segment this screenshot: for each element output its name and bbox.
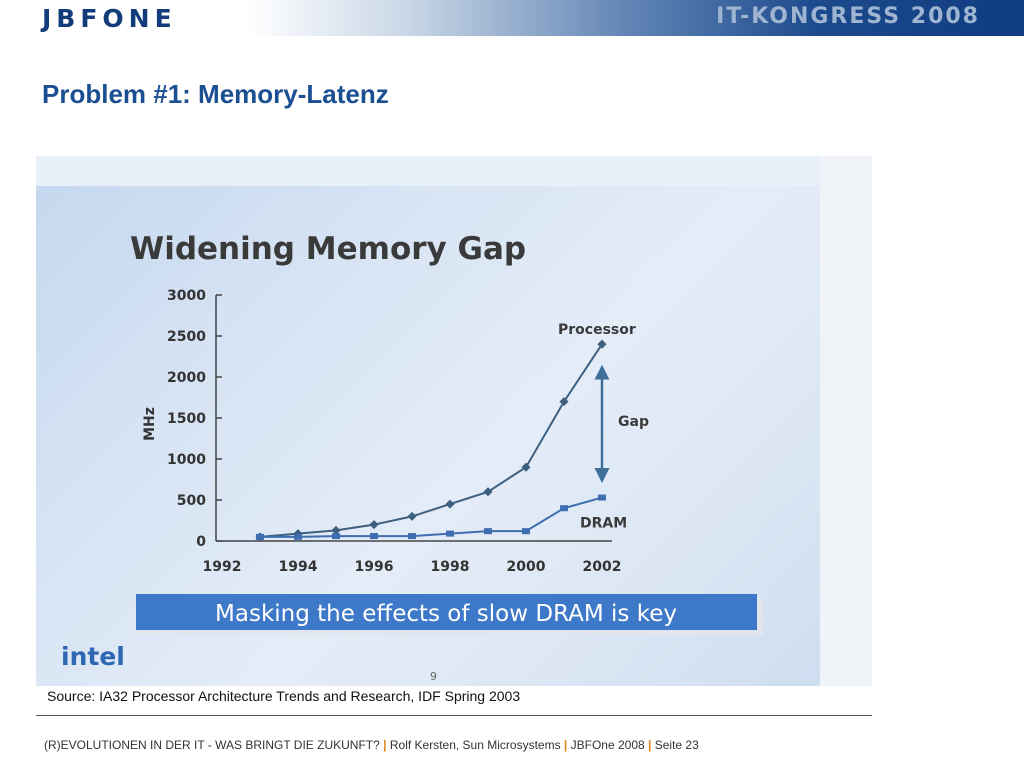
data-point-dram [294,534,302,540]
source-citation: Source: IA32 Processor Architecture Trends and Research, IDF Spring 2003 [47,688,521,704]
data-point-dram [370,533,378,539]
footer-page: Seite 23 [654,738,699,752]
footer-separator: | [383,738,387,752]
jbfone-logo: JBFONE [42,4,177,33]
data-point-dram [408,533,416,539]
data-point-processor [445,500,454,509]
data-point-processor [407,512,416,521]
series-label-dram: DRAM [580,515,628,532]
data-point-dram [522,528,530,534]
series-label-processor: Processor [558,322,636,339]
data-point-dram [332,533,340,539]
footer [44,738,699,752]
x-tick-label: 2000 [506,559,546,575]
data-point-dram [560,505,568,511]
x-tick-label: 1992 [202,559,242,575]
y-axis-label: MHz [142,407,158,441]
x-tick-label: 2002 [582,559,622,575]
y-tick-label: 500 [176,493,206,509]
header-bar [0,0,1024,36]
data-point-dram [446,531,454,537]
gap-label: Gap [618,413,649,430]
data-point-processor [369,520,378,529]
slide-page-number: 9 [430,670,437,683]
x-tick-label: 1998 [430,559,470,575]
series-line-dram [260,498,602,537]
y-tick-label: 0 [196,534,206,550]
x-tick-label: 1996 [354,559,394,575]
chart-series [255,322,648,541]
footer-event: JBFOne 2008 [570,738,645,752]
slide-banner-text: Masking the effects of slow DRAM is key [215,601,677,627]
footer-divider [36,715,872,716]
event-title: IT-KONGRESS 2008 [716,4,980,29]
data-point-dram [484,528,492,534]
x-tick-label: 1994 [278,559,318,575]
y-tick-label: 3000 [167,288,206,304]
y-tick-label: 2500 [167,329,206,345]
data-point-dram [598,495,606,501]
data-point-dram [256,534,264,540]
footer-separator: | [648,738,652,752]
footer-author: Rolf Kersten, Sun Microsystems [389,738,561,752]
y-tick-label: 1000 [167,452,206,468]
memory-gap-chart [36,156,872,686]
series-line-processor [260,344,602,537]
y-tick-label: 2000 [167,370,206,386]
footer-separator: | [563,738,568,752]
intel-logo: intel [61,642,125,671]
slide-heading: Widening Memory Gap [130,231,527,267]
page-title: Problem #1: Memory-Latenz [42,79,389,109]
y-tick-label: 1500 [167,411,206,427]
chart-axes [142,288,621,575]
footer-title: (R)EVOLUTIONEN IN DER IT - WAS BRINGT DIE ZUKUNFT? [44,738,380,752]
